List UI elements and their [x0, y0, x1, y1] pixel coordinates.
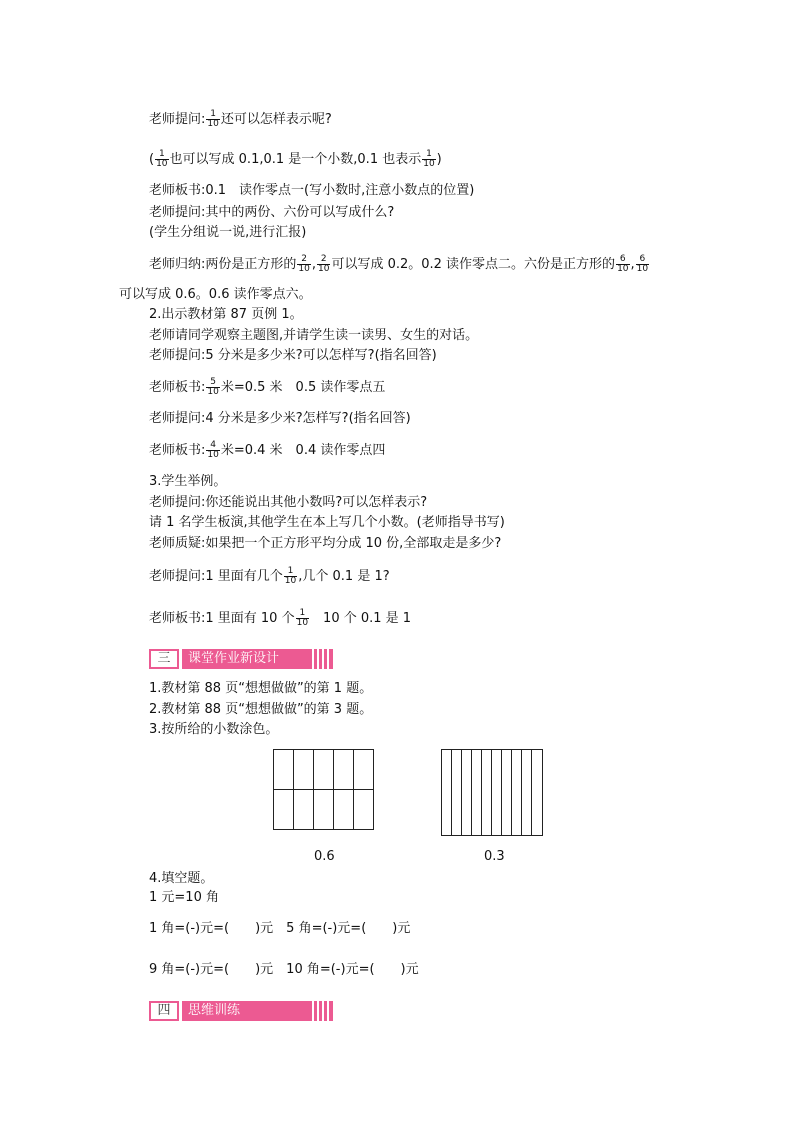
fraction: $\frac{1}{10}$ [156, 149, 168, 169]
fraction: $\frac{1}{10}$ [284, 566, 297, 586]
fraction: $\frac{4}{10}$ [207, 440, 219, 460]
fraction: $\frac{6}{10}$ [636, 254, 649, 274]
grid-figure-0.3 [441, 749, 543, 836]
text-line: (学生分组说一说,进行汇报) [149, 225, 307, 240]
text-line: 3.学生举例。 [149, 474, 227, 489]
fraction: $\frac{1}{10}$ [296, 608, 309, 628]
section-banner-4 [149, 1001, 333, 1021]
question-line: 老师提问:1 里面有几个 $\frac{1}{10}$ ,几个 0.1 是 1? [149, 566, 390, 586]
fraction: $\frac{2}{10}$ [317, 254, 330, 274]
text-line: 老师提问:4 分米是多少米?怎样写?(指名回答) [149, 411, 411, 426]
text-line: 老师提问:你还能说出其他小数吗?可以怎样表示? [149, 495, 428, 510]
text-line: 1 元=10 角 [149, 890, 219, 905]
homework-item: 1.教材第 88 页“想想做做”的第 1 题。 [149, 681, 373, 696]
fraction: $\frac{6}{10}$ [617, 254, 629, 274]
answer-line-2: ( $\frac{1}{10}$ 也可以写成 0.1,0.1 是一个小数,0.1 也表示 $\frac{1}{10}$ ) [149, 149, 442, 169]
fraction: $\frac{1}{10}$ [207, 109, 219, 129]
text-line: 老师提问:5 分米是多少米?可以怎样写?(指名回答) [149, 348, 437, 363]
summary-line: 老师归纳:两份是正方形的 $\frac{2}{10}$ , $\frac{2}{10}$ 可以写成 0.2。0.2 读作零点二。六份是正方形的 $\frac{6}{10}$ , $\frac{6}{10}$ [149, 254, 649, 274]
grid-caption: 0.6 [314, 849, 335, 864]
section-title: 课堂作业新设计 [188, 651, 280, 666]
board-line: 老师板书:1 里面有 10 个 $\frac{1}{10}$ 10 个 0.1 是 1 [149, 608, 412, 628]
question-line-1: 老师提问: $\frac{1}{10}$ 还可以怎样表示呢? [149, 109, 332, 129]
section-title: 思维训练 [188, 1003, 241, 1018]
text-line: 老师提问:其中的两份、六份可以写成什么? [149, 205, 395, 220]
text-line: 老师板书:0.1 读作零点一(写小数时,注意小数点的位置) [149, 183, 475, 198]
section-number: 三 [151, 651, 177, 667]
fraction: $\frac{2}{10}$ [298, 254, 310, 274]
text-line: 4.填空题。 [149, 871, 214, 886]
board-line: 老师板书: $\frac{5}{10}$ 米=0.5 米 0.5 读作零点五 [149, 377, 386, 397]
fraction: $\frac{5}{10}$ [207, 377, 219, 397]
grid-figure-0.6 [273, 749, 374, 830]
section-number: 四 [151, 1003, 177, 1019]
text-line: 可以写成 0.6。0.6 读作零点六。 [119, 287, 312, 302]
banner-stripes [309, 1001, 329, 1021]
text-line: 老师请同学观察主题图,并请学生读一读男、女生的对话。 [149, 328, 479, 343]
fill-blank-line: 1 角=(-)元=( )元 5 角=(-)元=( )元 [149, 921, 411, 936]
text-line: 2.出示教材第 87 页例 1。 [149, 307, 303, 322]
fill-blank-line: 9 角=(-)元=( )元 10 角=(-)元=( )元 [149, 962, 419, 977]
text-line: 老师质疑:如果把一个正方形平均分成 10 份,全部取走是多少? [149, 536, 502, 551]
banner-stripes [309, 649, 329, 669]
section-banner-3 [149, 649, 333, 669]
text-line: 请 1 名学生板演,其他学生在本上写几个小数。(老师指导书写) [149, 515, 505, 530]
homework-item: 3.按所给的小数涂色。 [149, 722, 279, 737]
homework-item: 2.教材第 88 页“想想做做”的第 3 题。 [149, 702, 373, 717]
grid-caption: 0.3 [484, 849, 505, 864]
board-line: 老师板书: $\frac{4}{10}$ 米=0.4 米 0.4 读作零点四 [149, 440, 386, 460]
fraction: $\frac{1}{10}$ [423, 149, 435, 169]
